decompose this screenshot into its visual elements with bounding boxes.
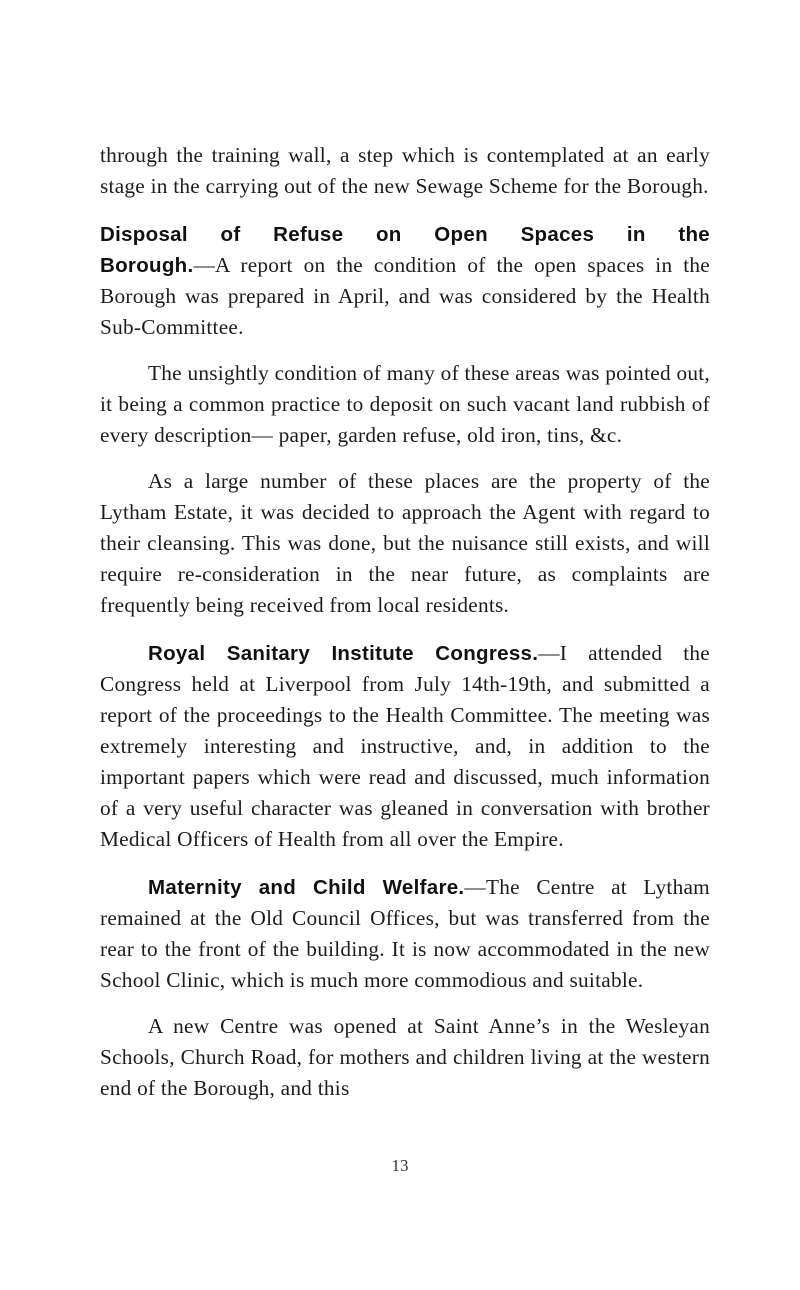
paragraph-text: —The Centre at Lytham remained at the Old Council Offices, but was transferred from the rear to the front of the building. It is now accommodated in the new School Clinic, which is much more commodious and suitable. xyxy=(100,875,710,992)
section-heading-maternity-child-welfare: Maternity and Child Welfare. xyxy=(148,876,465,899)
paragraph-text: —A report on the condition of the open spaces in the Borough was prepared in April, and was considered by the Health Sub-Committee. xyxy=(100,253,710,339)
paragraph-unsightly-condition xyxy=(100,358,710,451)
paragraph-new-centre xyxy=(100,1011,710,1104)
section-heading-royal-sanitary-institute: Royal Sanitary Institute Congress. xyxy=(148,642,539,665)
paragraph-text: As a large number of these places are the property of the Lytham Estate, it was decided to approach the Agent with regard to their cleansing. This was done, but the nuisance still exists, and will require re-consideration in the near future, as complaints are frequently being received from local residents. xyxy=(100,469,710,617)
document-page xyxy=(100,140,710,1104)
paragraph-text: A new Centre was opened at Saint Anne’s in the Wesleyan Schools, Church Road, for mothers and children living at the western end of the Borough, and this xyxy=(100,1014,710,1100)
section-heading-disposal-of-refuse: Disposal of Refuse on Open Spaces in the xyxy=(100,223,710,246)
paragraph-maternity-child-welfare xyxy=(100,872,710,996)
section-heading-borough: Borough. xyxy=(100,254,194,277)
paragraph-disposal-of-refuse xyxy=(100,219,710,343)
page-number: 13 xyxy=(391,1156,409,1175)
paragraph-text: The unsightly condition of many of these areas was pointed out, it being a common practice to deposit on such vacant land rubbish of every description— paper, garden refuse, old iron, tins, &c. xyxy=(100,361,710,447)
paragraph-text: through the training wall, a step which is contemplated at an early stage in the carrying out of the new Sewage Scheme for the Borough. xyxy=(100,143,710,198)
paragraph-training-wall xyxy=(100,140,710,202)
paragraph-royal-sanitary-institute xyxy=(100,638,710,855)
paragraph-text: —I attended the Congress held at Liverpool from July 14th-19th, and submitted a report of the proceedings to the Health Committee. The meeting was extremely interesting and instructive, and, in addition to the important papers which were read and discussed, much information of a very useful character was gleaned in conversation with brother Medical Officers of Health from all over the Empire. xyxy=(100,641,710,851)
paragraph-lytham-estate xyxy=(100,466,710,621)
